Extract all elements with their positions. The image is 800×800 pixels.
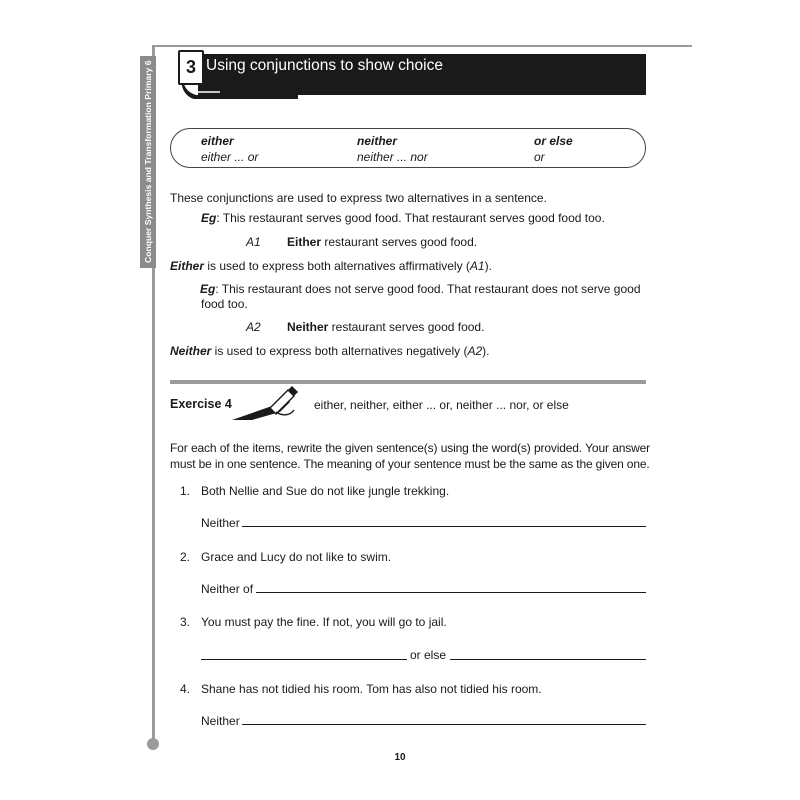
item-sentence: Grace and Lucy do not like to swim. <box>201 550 392 564</box>
answer-keyword: Either <box>287 235 322 249</box>
answer-line[interactable] <box>450 659 646 660</box>
exercise-word-list: either, neither, either ... or, neither ... nor, or else <box>314 398 569 412</box>
note-2 <box>170 344 490 359</box>
example-label: Eg <box>200 282 216 296</box>
answer-line[interactable] <box>242 724 646 725</box>
note-keyword: Either <box>170 259 205 273</box>
top-margin-rule <box>152 45 692 47</box>
side-tab-title: Conquer Synthesis and Transformation Primary 6 <box>143 60 153 264</box>
answer-label: A2 <box>246 320 261 334</box>
item-prompt: Neither <box>201 516 240 530</box>
item-number: 4. <box>180 682 191 696</box>
margin-rule-end-dot <box>147 738 159 750</box>
answer-keyword: Neither <box>287 320 329 334</box>
conjunction-pattern: neither ... nor <box>357 150 428 164</box>
answer-line[interactable] <box>256 592 646 593</box>
note-keyword: Neither <box>170 344 212 358</box>
conjunction-word: neither <box>357 134 398 148</box>
note-1 <box>170 259 492 274</box>
note-text: is used to express both alternatives negatively ( <box>211 344 468 358</box>
item-prompt: Neither <box>201 714 240 728</box>
note-end: ). <box>482 344 490 358</box>
item-number: 2. <box>180 550 191 564</box>
example-label: Eg <box>201 211 217 225</box>
note-ref: A1 <box>469 259 485 273</box>
item-sentence: You must pay the fine. If not, you will go to jail. <box>201 615 447 629</box>
section-number: 3 <box>178 50 204 85</box>
example-2 <box>201 282 649 312</box>
writing-hand-icon <box>232 386 302 422</box>
item-sentence: Both Nellie and Sue do not like jungle trekking. <box>201 484 450 498</box>
exercise-rule <box>170 380 646 384</box>
example-sentence: : This restaurant does not serve good food. That restaurant does not serve good food too. <box>201 282 641 311</box>
answer-rest: restaurant serves good food. <box>321 235 478 249</box>
conjunction-pattern: either ... or <box>201 150 259 164</box>
exercise-label: Exercise 4 <box>170 397 232 411</box>
answer-1 <box>287 235 477 250</box>
answer-rest: restaurant serves good food. <box>328 320 485 334</box>
conjunction-word: or else <box>534 134 573 148</box>
item-prompt: Neither of <box>201 582 254 596</box>
conjunction-word: either <box>201 134 234 148</box>
item-number: 1. <box>180 484 191 498</box>
note-text: is used to express both alternatives affirmatively ( <box>204 259 470 273</box>
example-1 <box>201 211 605 226</box>
answer-2 <box>287 320 484 335</box>
intro-text: These conjunctions are used to express two alternatives in a sentence. <box>170 191 547 205</box>
item-number: 3. <box>180 615 191 629</box>
section-title: Using conjunctions to show choice <box>206 57 443 74</box>
example-sentence: : This restaurant serves good food. That restaurant serves good food too. <box>216 211 605 225</box>
item-prompt: or else <box>410 648 447 662</box>
note-end: ). <box>484 259 492 273</box>
item-sentence: Shane has not tidied his room. Tom has also not tidied his room. <box>201 682 542 696</box>
answer-line[interactable] <box>242 526 646 527</box>
note-ref: A2 <box>467 344 483 358</box>
conjunction-pattern: or <box>534 150 545 164</box>
answer-line[interactable] <box>201 659 407 660</box>
exercise-instructions: For each of the items, rewrite the given sentence(s) using the word(s) provided. Your answer must be in one sentence. The meaning of your sentence must be the same as the given one. <box>170 441 650 471</box>
answer-label: A1 <box>246 235 261 249</box>
page-number: 10 <box>394 752 406 763</box>
